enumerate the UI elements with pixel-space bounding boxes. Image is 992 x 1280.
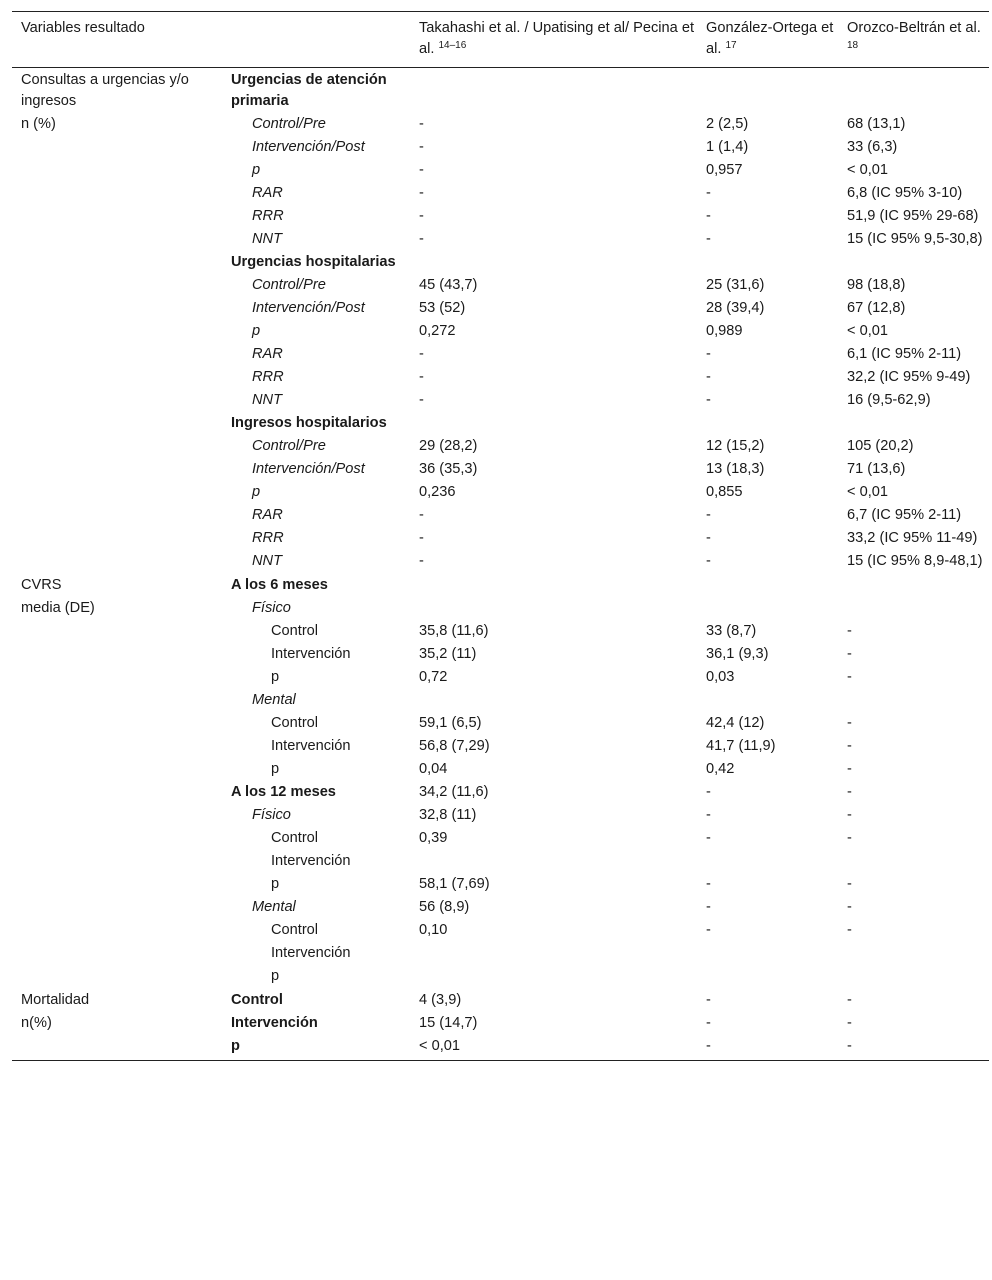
value-cell: -	[706, 807, 711, 823]
group-label-cell	[12, 504, 231, 527]
value-cell: -	[706, 346, 711, 362]
value-cell: 56,8 (7,29)	[419, 738, 490, 754]
value-cell: -	[706, 231, 711, 247]
group-label-cell	[12, 159, 231, 182]
group-label-cell	[12, 274, 231, 297]
value-cell	[419, 965, 706, 988]
table-row	[12, 573, 989, 597]
value-cell	[847, 597, 989, 620]
value-cell	[847, 689, 989, 712]
row-label: p	[252, 323, 261, 339]
value-cell: 56 (8,9)	[419, 899, 470, 915]
table-row	[12, 1012, 989, 1035]
group-label-cell	[12, 873, 231, 896]
row-label: Control	[271, 623, 319, 639]
value-cell: -	[419, 116, 424, 132]
row-label: Intervención	[271, 853, 351, 869]
value-cell	[419, 850, 706, 873]
table-row	[12, 919, 989, 942]
section-title: Urgencias hospitalarias	[231, 254, 396, 270]
section-title: Ingresos hospitalarios	[231, 415, 387, 431]
row-label: Control	[271, 922, 319, 938]
row-label: Intervención/Post	[252, 300, 365, 316]
value-cell: 35,8 (11,6)	[419, 623, 489, 639]
group-label-cell	[12, 919, 231, 942]
group-label-cell	[12, 366, 231, 389]
table-row	[12, 965, 989, 988]
table-row	[12, 159, 989, 182]
value-cell: -	[706, 784, 711, 800]
value-cell: -	[419, 185, 424, 201]
group-label-cell	[12, 136, 231, 159]
table-row	[12, 389, 989, 412]
row-label: p	[271, 669, 280, 685]
group-label-cell	[12, 205, 231, 228]
group-label-cell	[12, 412, 231, 435]
value-cell	[847, 68, 989, 114]
table-row	[12, 527, 989, 550]
value-cell	[706, 942, 847, 965]
value-cell	[706, 965, 847, 988]
table-row	[12, 136, 989, 159]
value-cell: -	[419, 231, 424, 247]
value-cell	[706, 850, 847, 873]
row-label: Intervención/Post	[252, 139, 365, 155]
group-label-cell	[12, 458, 231, 481]
value-cell: -	[847, 715, 852, 731]
row-label: Intervención/Post	[252, 461, 365, 477]
value-cell	[847, 573, 989, 597]
group-label-cell: n(%)	[21, 1015, 52, 1031]
value-cell: 0,236	[419, 484, 456, 500]
value-cell: 68 (13,1)	[847, 116, 906, 132]
value-cell: 0,989	[706, 323, 743, 339]
value-cell: < 0,01	[847, 162, 888, 178]
value-cell: 51,9 (IC 95% 29-68)	[847, 208, 979, 224]
value-cell: 67 (12,8)	[847, 300, 906, 316]
results-table	[12, 11, 989, 1061]
value-cell: 42,4 (12)	[706, 715, 765, 731]
section-title: A los 6 meses	[231, 577, 328, 593]
value-cell: -	[847, 876, 852, 892]
row-label: p	[252, 484, 261, 500]
header-takahashi-ref: 14–16	[438, 40, 467, 51]
value-cell: -	[706, 1015, 711, 1031]
value-cell: -	[706, 392, 711, 408]
row-label: RAR	[252, 346, 283, 362]
value-cell: 0,39	[419, 830, 448, 846]
group-label-cell	[12, 965, 231, 988]
value-cell: 0,03	[706, 669, 735, 685]
group-label-cell	[12, 182, 231, 205]
group-label-cell	[12, 228, 231, 251]
row-label: p	[271, 968, 280, 984]
table-row	[12, 68, 989, 114]
value-cell	[419, 68, 706, 114]
row-label: RAR	[252, 507, 283, 523]
group-label-cell	[12, 666, 231, 689]
value-cell: < 0,01	[847, 484, 888, 500]
row-label: Control/Pre	[252, 438, 326, 454]
value-cell: 16 (9,5-62,9)	[847, 392, 931, 408]
value-cell: -	[706, 530, 711, 546]
value-cell: < 0,01	[847, 323, 888, 339]
header-orozco-ref: 18	[847, 40, 859, 51]
value-cell: -	[706, 1035, 847, 1061]
table-row	[12, 666, 989, 689]
value-cell	[419, 689, 706, 712]
row-label: Intervención	[271, 945, 351, 961]
row-label: NNT	[252, 231, 282, 247]
value-cell: 71 (13,6)	[847, 461, 906, 477]
table-row	[12, 182, 989, 205]
row-label: p	[231, 1035, 419, 1061]
row-label: Intervención	[271, 646, 351, 662]
value-cell: -	[419, 346, 424, 362]
table-row	[12, 712, 989, 735]
value-cell: 28 (39,4)	[706, 300, 765, 316]
value-cell: 2 (2,5)	[706, 116, 749, 132]
group-label-cell	[12, 481, 231, 504]
group-label-cell	[12, 527, 231, 550]
table-row	[12, 804, 989, 827]
value-cell: 29 (28,2)	[419, 438, 478, 454]
table-row	[12, 827, 989, 850]
table-row	[12, 873, 989, 896]
header-variables: Variables resultado	[12, 12, 231, 68]
value-cell	[847, 942, 989, 965]
row-label: Intervención	[231, 1015, 318, 1031]
header-gonzalez-ref: 17	[725, 40, 737, 51]
group-label-cell	[12, 735, 231, 758]
value-cell: 0,272	[419, 323, 456, 339]
value-cell: -	[419, 162, 424, 178]
value-cell: 1 (1,4)	[706, 139, 749, 155]
value-cell: 0,957	[706, 162, 743, 178]
value-cell: -	[847, 761, 852, 777]
group-label-cell: media (DE)	[21, 600, 95, 616]
section-title: Urgencias de atención primaria	[231, 72, 387, 109]
value-cell: -	[706, 507, 711, 523]
table-row	[12, 896, 989, 919]
group-label-cell	[12, 804, 231, 827]
value-cell	[706, 68, 847, 114]
row-label: RRR	[252, 369, 284, 385]
group-label-cell	[12, 712, 231, 735]
value-cell: 35,2 (11)	[419, 646, 477, 662]
value-cell: 32,2 (IC 95% 9-49)	[847, 369, 971, 385]
header-gonzalez-text: González-Ortega et al.	[706, 20, 834, 57]
table-row	[12, 458, 989, 481]
value-cell: -	[847, 669, 852, 685]
table-row	[12, 597, 989, 620]
row-label: p	[252, 162, 261, 178]
group-label-cell	[12, 850, 231, 873]
group-label-cell	[12, 389, 231, 412]
group-label-cell	[12, 320, 231, 343]
table-row	[12, 735, 989, 758]
value-cell: -	[847, 738, 852, 754]
row-label: Control	[271, 715, 319, 731]
value-cell: -	[706, 185, 711, 201]
value-cell: < 0,01	[419, 1035, 706, 1061]
value-cell: -	[706, 369, 711, 385]
table-row	[12, 689, 989, 712]
value-cell: -	[706, 830, 711, 846]
value-cell: 0,10	[419, 922, 448, 938]
table-row	[12, 988, 989, 1012]
table-row	[12, 620, 989, 643]
table-row	[12, 942, 989, 965]
row-label: Intervención	[271, 738, 351, 754]
table-row	[12, 320, 989, 343]
value-cell: 15 (14,7)	[419, 1015, 478, 1031]
group-label-cell: Consultas a urgencias y/o ingresos	[21, 72, 189, 109]
header-takahashi	[419, 12, 706, 68]
table-row	[12, 412, 989, 435]
table-row	[12, 781, 989, 804]
group-label-cell	[12, 620, 231, 643]
value-cell	[419, 573, 706, 597]
value-cell	[706, 412, 847, 435]
row-label: p	[271, 876, 280, 892]
row-label: Control	[271, 830, 319, 846]
value-cell: 59,1 (6,5)	[419, 715, 482, 731]
value-cell: 0,855	[706, 484, 743, 500]
table-row	[12, 550, 989, 573]
value-cell: 36 (35,3)	[419, 461, 478, 477]
value-cell: 6,8 (IC 95% 3-10)	[847, 185, 963, 201]
row-label: RRR	[252, 530, 284, 546]
row-label: Control	[231, 992, 283, 1008]
value-cell	[419, 251, 706, 274]
table-row	[12, 228, 989, 251]
value-cell: -	[847, 784, 852, 800]
value-cell	[847, 850, 989, 873]
value-cell	[706, 573, 847, 597]
header-takahashi-text: Takahashi et al. / Upatising et al/ Pecina et al.	[419, 20, 695, 57]
group-label-cell: Mortalidad	[21, 992, 90, 1008]
value-cell	[847, 251, 989, 274]
value-cell: -	[706, 876, 711, 892]
value-cell: -	[419, 530, 424, 546]
value-cell: -	[847, 807, 852, 823]
value-cell: 13 (18,3)	[706, 461, 765, 477]
value-cell: 0,42	[706, 761, 735, 777]
value-cell: -	[847, 646, 852, 662]
value-cell: 41,7 (11,9)	[706, 738, 776, 754]
group-label-cell	[12, 297, 231, 320]
table-row	[12, 643, 989, 666]
group-label-cell: n (%)	[21, 116, 56, 132]
value-cell: -	[419, 369, 424, 385]
value-cell: -	[847, 1035, 989, 1061]
value-cell: -	[419, 392, 424, 408]
row-label: RAR	[252, 185, 283, 201]
value-cell: 33,2 (IC 95% 11-49)	[847, 530, 978, 546]
table-row	[12, 481, 989, 504]
header-subvariable	[231, 12, 419, 68]
value-cell: -	[847, 899, 852, 915]
value-cell: 45 (43,7)	[419, 277, 478, 293]
value-cell	[706, 689, 847, 712]
table-row	[12, 343, 989, 366]
table-row	[12, 297, 989, 320]
value-cell: 25 (31,6)	[706, 277, 765, 293]
value-cell	[419, 412, 706, 435]
row-label: NNT	[252, 392, 282, 408]
value-cell: -	[706, 922, 711, 938]
value-cell: 0,72	[419, 669, 448, 685]
value-cell: -	[706, 992, 711, 1008]
row-label: Mental	[252, 899, 296, 915]
table-row	[12, 504, 989, 527]
value-cell: -	[847, 1015, 852, 1031]
table-row	[12, 758, 989, 781]
value-cell: -	[706, 553, 711, 569]
group-label-cell	[12, 689, 231, 712]
row-label: NNT	[252, 553, 282, 569]
table-row	[12, 274, 989, 297]
value-cell	[847, 965, 989, 988]
value-cell: -	[847, 992, 852, 1008]
table-row	[12, 251, 989, 274]
value-cell: 15 (IC 95% 8,9-48,1)	[847, 553, 983, 569]
value-cell: 36,1 (9,3)	[706, 646, 769, 662]
table-row	[12, 205, 989, 228]
group-label-cell	[12, 1035, 231, 1061]
table-row	[12, 435, 989, 458]
row-label: Físico	[252, 600, 291, 616]
results-table-body	[12, 12, 989, 1061]
value-cell: 4 (3,9)	[419, 992, 462, 1008]
value-cell: -	[706, 208, 711, 224]
group-label-cell	[12, 758, 231, 781]
value-cell: -	[847, 922, 852, 938]
value-cell: -	[419, 139, 424, 155]
table-row	[12, 850, 989, 873]
row-label: RRR	[252, 208, 284, 224]
value-cell: -	[419, 507, 424, 523]
group-label-cell	[12, 343, 231, 366]
value-cell	[706, 597, 847, 620]
value-cell: -	[419, 208, 424, 224]
value-cell: 98 (18,8)	[847, 277, 906, 293]
group-label-cell	[12, 896, 231, 919]
table-header-row	[12, 12, 989, 68]
value-cell: 53 (52)	[419, 300, 466, 316]
group-label-cell: CVRS	[21, 577, 62, 593]
row-label: Mental	[252, 692, 296, 708]
value-cell: 6,1 (IC 95% 2-11)	[847, 346, 962, 362]
value-cell	[419, 942, 706, 965]
row-label: Físico	[252, 807, 291, 823]
value-cell: 12 (15,2)	[706, 438, 765, 454]
group-label-cell	[12, 942, 231, 965]
value-cell	[847, 412, 989, 435]
row-label: Control/Pre	[252, 277, 326, 293]
value-cell: 34,2 (11,6)	[419, 784, 489, 800]
header-orozco-beltran	[847, 12, 989, 68]
value-cell: -	[847, 623, 852, 639]
group-label-cell	[12, 781, 231, 804]
group-label-cell	[12, 643, 231, 666]
value-cell: 33 (6,3)	[847, 139, 898, 155]
group-label-cell	[12, 251, 231, 274]
value-cell: 33 (8,7)	[706, 623, 757, 639]
value-cell	[419, 597, 706, 620]
group-label-cell	[12, 827, 231, 850]
group-label-cell	[12, 550, 231, 573]
value-cell: 105 (20,2)	[847, 438, 914, 454]
value-cell: -	[706, 899, 711, 915]
table-row	[12, 366, 989, 389]
value-cell: 0,04	[419, 761, 448, 777]
value-cell: -	[419, 553, 424, 569]
header-gonzalez-ortega	[706, 12, 847, 68]
value-cell: 15 (IC 95% 9,5-30,8)	[847, 231, 983, 247]
header-orozco-text: Orozco-Beltrán et al.	[847, 20, 981, 36]
group-label-cell	[12, 435, 231, 458]
table-row	[12, 113, 989, 136]
value-cell: 32,8 (11)	[419, 807, 477, 823]
row-label: p	[271, 761, 280, 777]
value-cell: 58,1 (7,69)	[419, 876, 490, 892]
table-row	[12, 1035, 989, 1061]
row-label: Control/Pre	[252, 116, 326, 132]
value-cell: 6,7 (IC 95% 2-11)	[847, 507, 962, 523]
value-cell: -	[847, 830, 852, 846]
value-cell	[706, 251, 847, 274]
section-title: A los 12 meses	[231, 784, 336, 800]
